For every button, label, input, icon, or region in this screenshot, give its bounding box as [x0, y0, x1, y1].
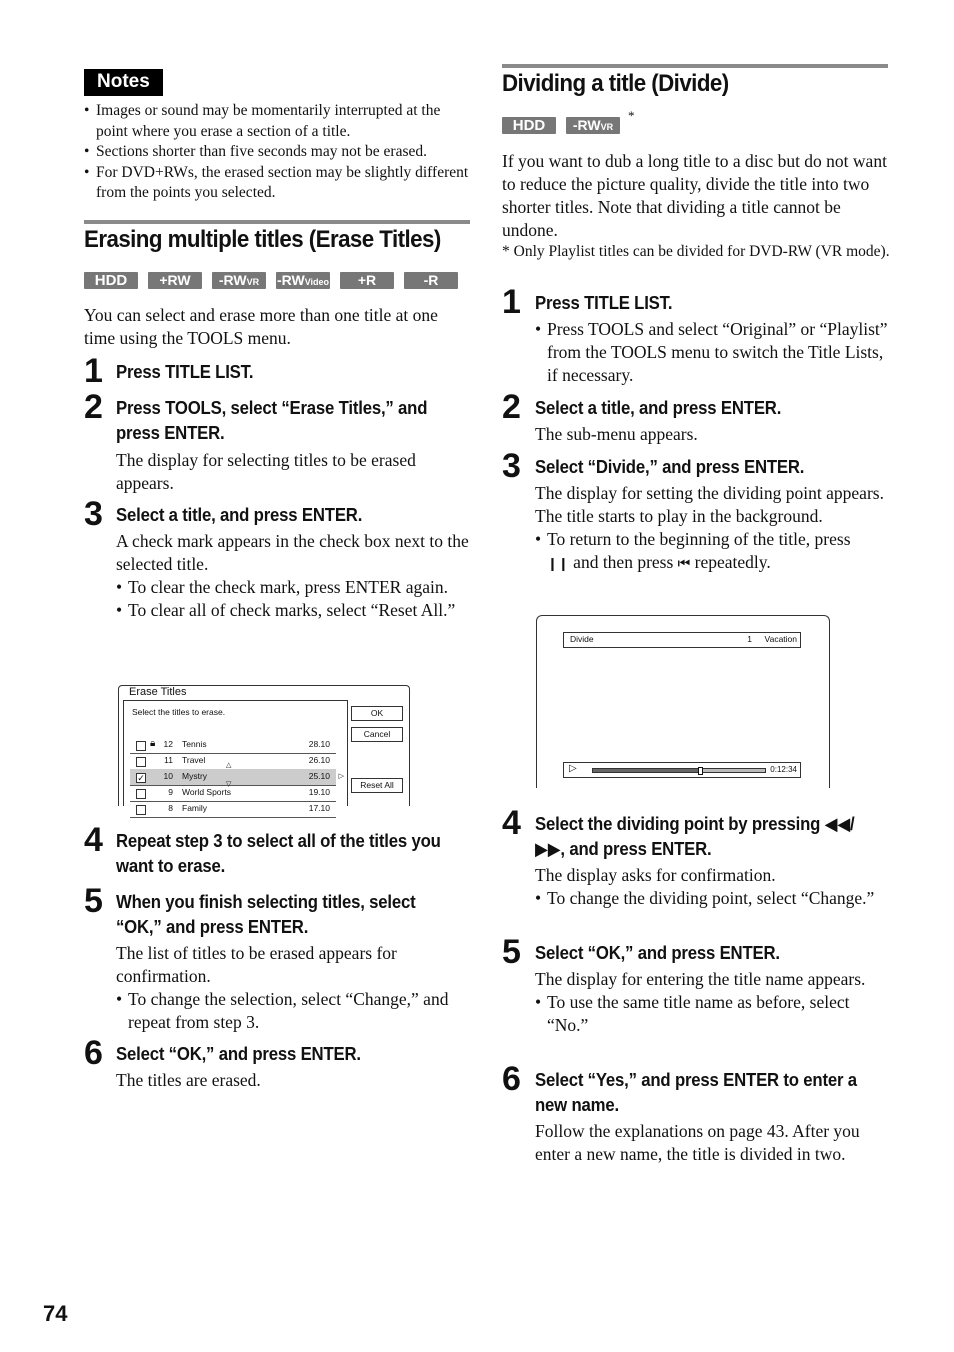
arrow-right-icon[interactable]: ▷: [338, 773, 344, 780]
step-number: 4: [84, 821, 103, 859]
step-body-text: The display for entering the title name appears.: [535, 969, 866, 989]
progress-track[interactable]: [592, 768, 766, 773]
step-heading: Repeat step 3 to select all of the titles you want to erase.: [116, 831, 441, 876]
reset-all-button[interactable]: Reset All: [351, 778, 403, 793]
title-row[interactable]: [130, 737, 336, 754]
step-body-text: The list of titles to be erased appears for confirmation.: [116, 943, 397, 986]
dividing-point-marker[interactable]: [698, 767, 703, 775]
step-heading: Select the dividing point by pressing ◀◀/ ▶▶, and press ENTER.: [535, 814, 855, 860]
step-number: 1: [84, 352, 103, 390]
scroll-down-icon[interactable]: ▽: [226, 781, 232, 788]
checkbox[interactable]: [136, 805, 146, 815]
step-number: 2: [502, 388, 521, 426]
lock-icon: 🔒︎: [150, 738, 156, 749]
checkbox[interactable]: [136, 741, 146, 751]
step-heading: Select “Yes,” and press ENTER to enter a new name.: [535, 1070, 857, 1115]
dialog-title: Erase Titles: [129, 686, 187, 698]
title-number: 9: [168, 787, 173, 797]
step-body: [535, 968, 890, 1037]
step-number: 5: [502, 933, 521, 971]
rewind-icon: ◀◀: [824, 814, 851, 835]
title-row-selected[interactable]: [130, 762, 344, 788]
divide-section-title: Dividing a title (Divide): [502, 70, 729, 97]
screen-label: Divide: [570, 634, 594, 644]
divide-footnote: * Only Playlist titles can be divided for DVD-RW (VR mode).: [502, 243, 890, 260]
step-heading: Press TITLE LIST.: [535, 293, 673, 313]
step-heading: Select “Divide,” and press ENTER.: [535, 457, 805, 477]
previous-icon: ⏮: [677, 556, 691, 572]
notes-list: [84, 101, 470, 204]
bullet-text: To return to the beginning of the title, press: [547, 529, 851, 549]
title-date: 19.10: [308, 787, 330, 797]
play-icon: ▷: [569, 763, 577, 774]
step-heading: Select “OK,” and press ENTER.: [535, 943, 780, 963]
step-number: 3: [502, 447, 521, 485]
title-list-panel: [123, 700, 348, 813]
step-bullet: • To clear the check mark, press ENTER again.: [116, 576, 470, 599]
heading-text: Select the dividing point by pressing: [535, 814, 821, 834]
divide-media-badges: [502, 117, 620, 134]
badge-plus-r: +R: [340, 272, 394, 289]
section-rule: [84, 220, 470, 224]
step-body: The sub-menu appears.: [535, 424, 698, 444]
bullet-text: repeatedly.: [694, 552, 771, 572]
playback-bar: [563, 762, 801, 778]
title-name: World Sports: [182, 787, 231, 797]
badge-minus-r: -R: [404, 272, 458, 289]
title-name: Tennis: [182, 739, 207, 749]
badge-plus-rw: +RW: [148, 272, 202, 289]
footnote-marker: *: [628, 108, 635, 123]
heading-text: , and press ENTER.: [560, 839, 712, 859]
pause-icon: ❙❙: [547, 557, 569, 572]
scroll-up-icon[interactable]: △: [226, 762, 232, 769]
step-body-text: The display for setting the dividing point appears. The title starts to play in the background.: [535, 483, 884, 526]
step-body: [535, 864, 890, 910]
notes-label: Notes: [84, 69, 163, 96]
dialog-instruction: Select the titles to erase.: [132, 707, 226, 717]
step-heading: Press TOOLS, select “Erase Titles,” and press ENTER.: [116, 398, 428, 443]
step-body: [535, 318, 890, 387]
step-number: 1: [502, 283, 521, 321]
title-number: 8: [168, 803, 173, 813]
checkbox[interactable]: [136, 789, 146, 799]
step-body: The display for selecting titles to be erased appears.: [116, 450, 416, 493]
divide-intro: If you want to dub a long title to a disc but do not want to reduce the picture quality, divide the title into two shorter titles. Note that dividing a title cannot be undone.: [502, 151, 887, 240]
step-heading: Select a title, and press ENTER.: [535, 398, 782, 418]
divide-header-bar: [563, 632, 801, 648]
step-heading: Press TITLE LIST.: [116, 362, 254, 382]
progress-fill: [593, 769, 700, 772]
badge-rw-video: -RWVideo: [276, 272, 330, 288]
checkbox[interactable]: [136, 757, 146, 767]
title-row[interactable]: [130, 801, 336, 818]
title-name: Vacation: [764, 634, 797, 644]
title-number: 1: [747, 634, 752, 644]
title-name: Travel: [182, 755, 206, 765]
title-name: Mystry: [182, 771, 208, 781]
erase-intro: You can select and erase more than one title at one time using the TOOLS menu.: [84, 305, 438, 348]
step-heading: Select a title, and press ENTER.: [116, 505, 363, 525]
title-name: Family: [182, 803, 208, 813]
title-row[interactable]: [130, 753, 336, 770]
divide-screen: [536, 615, 830, 788]
badge-rw-vr: -RWVR: [566, 117, 620, 134]
step-body: [116, 530, 470, 622]
title-number: 10: [163, 771, 173, 781]
ok-button[interactable]: OK: [351, 706, 403, 721]
page-number: 74: [43, 1301, 68, 1326]
erase-media-badges: [84, 272, 458, 289]
step-bullet: • To change the selection, select “Change,” and repeat from step 3.: [116, 988, 470, 1034]
title-date: 26.10: [308, 755, 330, 765]
step-body: The titles are erased.: [116, 1070, 261, 1090]
badge-hdd: HDD: [84, 272, 138, 289]
title-date: 17.10: [308, 803, 330, 813]
step-body: [535, 482, 890, 576]
note-item: • Sections shorter than five seconds may not be erased.: [84, 142, 470, 163]
erase-section-title: Erasing multiple titles (Erase Titles): [84, 226, 441, 253]
section-rule: [502, 64, 888, 68]
erase-titles-dialog: [118, 685, 410, 813]
step-number: 2: [84, 388, 103, 426]
checked-checkbox[interactable]: ✓: [137, 773, 145, 783]
step-body-text: The display asks for confirmation.: [535, 865, 776, 885]
title-number: 12: [163, 739, 173, 749]
note-item: • For DVD+RWs, the erased section may be slightly different from the points you selected.: [84, 163, 470, 204]
bullet-text: and then press: [573, 552, 674, 572]
badge-rw-vr: -RWVR: [212, 272, 266, 289]
step-number: 4: [502, 804, 521, 842]
title-date: 28.10: [308, 739, 330, 749]
note-item: • Images or sound may be momentarily interrupted at the point where you erase a section of a title.: [84, 101, 470, 142]
title-number: 11: [164, 755, 173, 765]
badge-hdd: HDD: [502, 117, 556, 134]
step-bullet: • To use the same title name as before, select “No.”: [535, 991, 890, 1037]
step-body-text: A check mark appears in the check box next to the selected title.: [116, 531, 469, 574]
step-heading: When you finish selecting titles, select “OK,” and press ENTER.: [116, 892, 416, 937]
step-number: 6: [502, 1060, 521, 1098]
step-body: Follow the explanations on page 43. After you enter a new name, the title is divided in two.: [535, 1121, 860, 1164]
step-heading: Select “OK,” and press ENTER.: [116, 1044, 361, 1064]
step-number: 6: [84, 1034, 103, 1072]
step-bullet: • To change the dividing point, select “Change.”: [535, 887, 890, 910]
step-bullet: • To clear all of check marks, select “Reset All.”: [116, 599, 470, 622]
title-date: 25.10: [308, 771, 330, 781]
title-row[interactable]: [130, 785, 336, 802]
step-bullet: • Press TOOLS and select “Original” or “Playlist” from the TOOLS menu to switch the Title Lists, if necessary.: [535, 318, 890, 387]
step-number: 5: [84, 882, 103, 920]
elapsed-time: 0:12:34: [770, 765, 797, 774]
step-bullet: [535, 528, 890, 576]
cancel-button[interactable]: Cancel: [351, 727, 403, 742]
forward-icon: ▶▶: [535, 839, 561, 860]
step-number: 3: [84, 495, 103, 533]
step-body: [116, 942, 470, 1034]
